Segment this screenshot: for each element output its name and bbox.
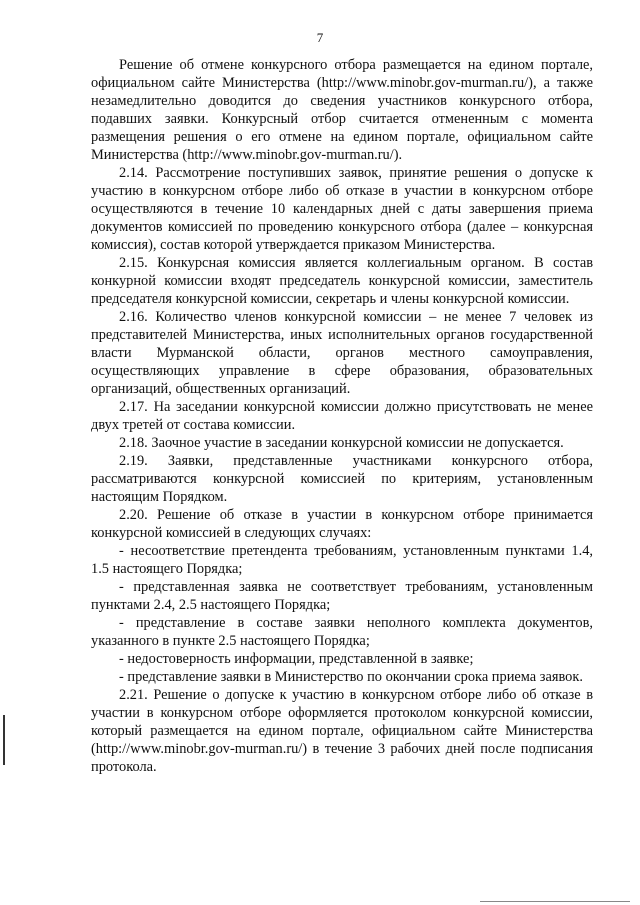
list-item-application-mismatch: - представленная заявка не соответствует требованиям, установленным пунктами 2.4, 2.5 настоящего Порядка; bbox=[91, 579, 593, 613]
paragraph-2-14: 2.14. Рассмотрение поступивших заявок, принятие решения о допуске к участию в конкурсном отборе либо об отказе в участии в конкурсном отборе осуществляются в течение 10 календарных дней с даты завершения приема документов комиссией по проведению конкурсного отбора (далее – конкурсная комиссия), состав которой утверждается приказом Министерства. bbox=[91, 165, 593, 253]
scan-artifact-bottom bbox=[480, 901, 630, 902]
paragraph-2-20: 2.20. Решение об отказе в участии в конкурсном отборе принимается конкурсной комиссией в следующих случаях: bbox=[91, 507, 593, 541]
paragraph-2-21: 2.21. Решение о допуске к участию в конкурсном отборе либо об отказе в участии в конкурсном отборе оформляется протоколом конкурсной комиссии, который размещается на едином портале, официальном сайте Министерства (http://www.minobr.gov-murman.ru/) в течение 3 рабочих дней после подписания протокола. bbox=[91, 687, 593, 775]
list-item-incomplete-documents: - представление в составе заявки неполного комплекта документов, указанного в пункте 2.5 настоящего Порядка; bbox=[91, 615, 593, 649]
list-item-requirements-mismatch: - несоответствие претендента требованиям, установленным пунктами 1.4, 1.5 настоящего Порядка; bbox=[91, 543, 593, 577]
list-item-unreliable-information: - недостоверность информации, представленной в заявке; bbox=[119, 651, 474, 667]
paragraph-2-18: 2.18. Заочное участие в заседании конкурсной комиссии не допускается. bbox=[119, 435, 564, 451]
paragraph-2-15: 2.15. Конкурсная комиссия является коллегиальным органом. В состав конкурной комиссии входят председатель конкурсной комиссии, заместитель председателя конкурсной комиссии, секретарь и члены конкурсной комиссии. bbox=[91, 255, 593, 307]
paragraph-2-17: 2.17. На заседании конкурсной комиссии должно присутствовать не менее двух третей от состава комиссии. bbox=[91, 399, 593, 433]
paragraph-2-16: 2.16. Количество членов конкурсной комиссии – не менее 7 человек из представителей Министерства, иных исполнительных органов государственной власти Мурманской области, органов местного самоуправления, осуществляющих управление в сфере образования, образовательных организаций, общественных организаций. bbox=[91, 309, 593, 397]
page-number: 7 bbox=[316, 30, 324, 45]
paragraph-2-19: 2.19. Заявки, представленные участниками конкурсного отбора, рассматриваются конкурсной комиссией по критериям, установленным настоящим Порядком. bbox=[91, 453, 593, 505]
paragraph-cancellation: Решение об отмене конкурсного отбора размещается на едином портале, официальном сайте Министерства (http://www.minobr.gov-murman.ru/), а также незамедлительно доводится до сведения участников конкурсного отбора, подавших заявки. Конкурсный отбор считается отмененным с момента размещения решения о его отмене на едином портале, официальном сайте Министерства (http://www.minobr.gov-murman.ru/). bbox=[91, 57, 593, 163]
list-item-late-submission: - представление заявки в Министерство по окончании срока приема заявок. bbox=[119, 669, 583, 685]
scan-artifact-left bbox=[3, 715, 5, 765]
document-body bbox=[91, 56, 593, 776]
